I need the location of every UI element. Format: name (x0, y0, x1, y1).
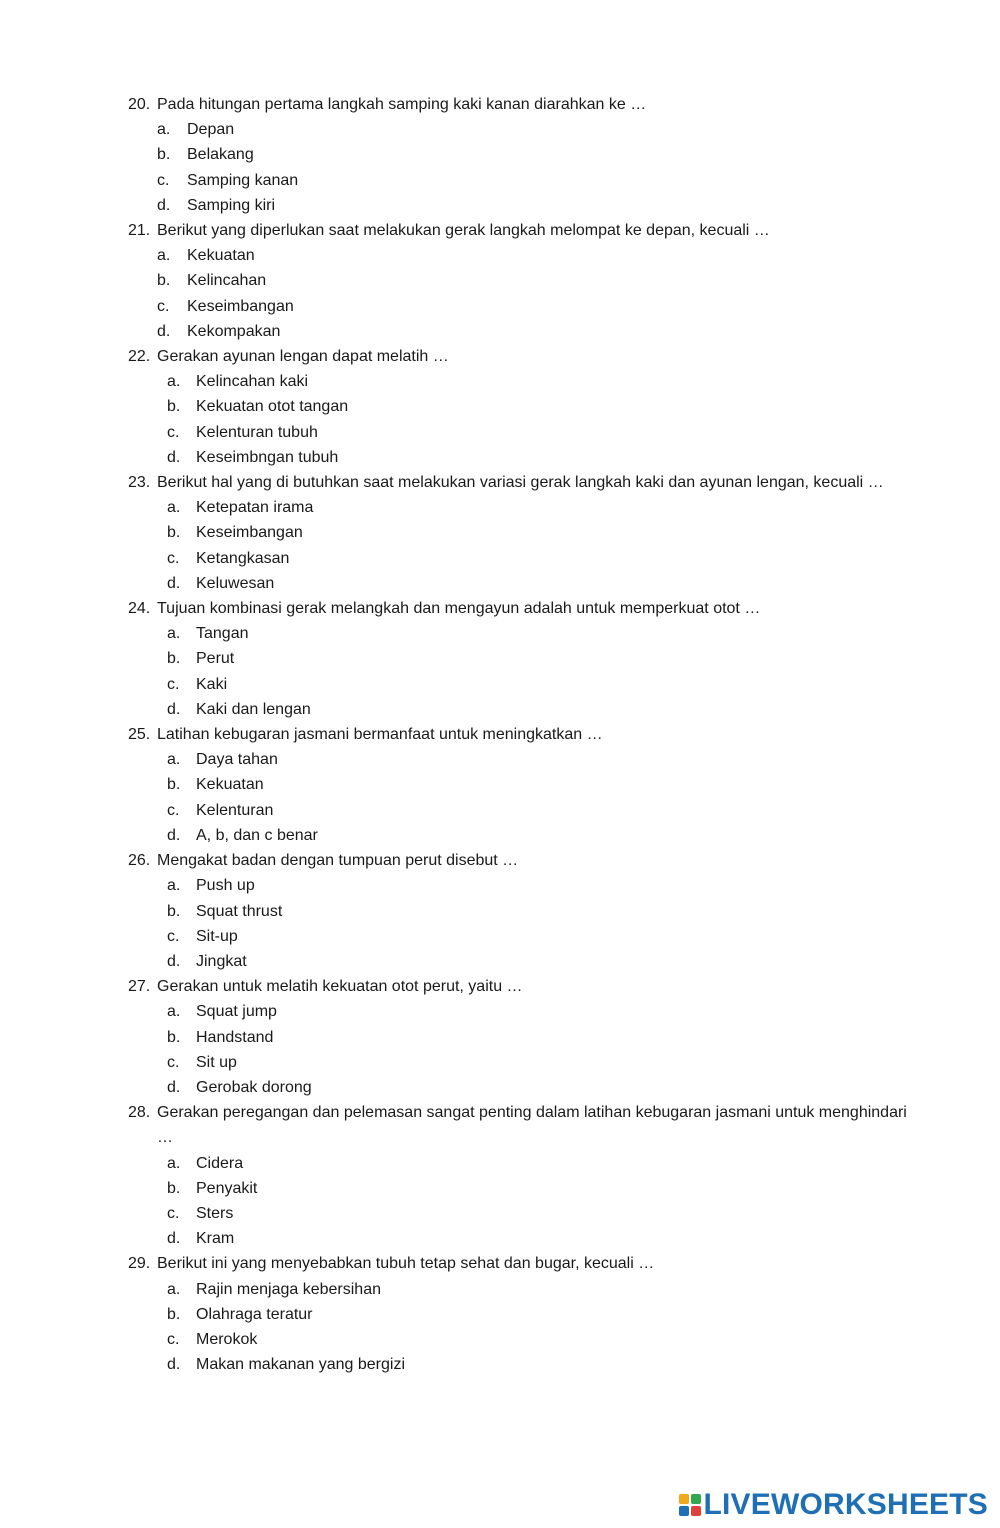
option-letter: a. (157, 121, 171, 139)
logo-square-3 (679, 1506, 689, 1516)
option-list (0, 1151, 1000, 1252)
answer-option[interactable] (0, 394, 1000, 419)
option-letter: a. (167, 877, 181, 895)
answer-option[interactable] (0, 1201, 1000, 1226)
answer-option[interactable] (0, 798, 1000, 823)
option-letter: a. (167, 1280, 181, 1298)
question-text: Gerakan peregangan dan pelemasan sangat penting dalam latihan kebugaran jasmani untuk menghindari … (157, 1104, 907, 1147)
option-text: Merokok (196, 1330, 258, 1348)
option-text: A, b, dan c benar (196, 826, 318, 844)
brand-watermark (679, 1488, 989, 1522)
option-letter: b. (167, 650, 181, 668)
question-block (0, 1251, 1000, 1377)
option-text: Olahraga teratur (196, 1305, 313, 1323)
question-text: Berikut ini yang menyebabkan tubuh tetap sehat dan bugar, kecuali … (157, 1255, 655, 1273)
option-text: Penyakit (196, 1179, 258, 1197)
answer-option[interactable] (0, 873, 1000, 898)
option-text: Tangan (196, 625, 249, 643)
option-text: Kekompakan (187, 322, 281, 340)
option-letter: b. (167, 1305, 181, 1323)
answer-option[interactable] (0, 520, 1000, 545)
option-letter: d. (167, 700, 181, 718)
question-block (0, 470, 1000, 596)
answer-option[interactable] (0, 1025, 1000, 1050)
question-block (0, 92, 1000, 218)
option-list (0, 873, 1000, 974)
option-letter: b. (167, 902, 181, 920)
option-letter: d. (167, 1356, 181, 1374)
answer-option[interactable] (0, 1352, 1000, 1377)
question (0, 218, 917, 243)
option-letter: c. (167, 1053, 180, 1071)
question-block (0, 848, 1000, 974)
option-list (0, 999, 1000, 1100)
option-letter: d. (157, 322, 171, 340)
option-text: Kekuatan otot tangan (196, 398, 349, 416)
option-text: Keluwesan (196, 574, 275, 592)
answer-option[interactable] (0, 697, 1000, 722)
option-text: Kaki dan lengan (196, 700, 311, 718)
option-letter: a. (167, 625, 181, 643)
question-number: 24. (128, 600, 151, 618)
option-list (0, 243, 1000, 344)
question-number: 23. (128, 474, 151, 492)
answer-option[interactable] (0, 772, 1000, 797)
question-block (0, 596, 1000, 722)
option-letter: c. (157, 171, 170, 189)
option-list (0, 621, 1000, 722)
option-text: Perut (196, 650, 235, 668)
question-number: 21. (128, 222, 151, 240)
answer-option[interactable] (0, 142, 1000, 167)
answer-option[interactable] (0, 168, 1000, 193)
option-text: Keseimbngan tubuh (196, 448, 339, 466)
option-list (0, 747, 1000, 848)
answer-option[interactable] (0, 268, 1000, 293)
option-text: Kelenturan tubuh (196, 423, 318, 441)
option-letter: a. (167, 1003, 181, 1021)
option-text: Push up (196, 877, 255, 895)
answer-option[interactable] (0, 294, 1000, 319)
option-text: Handstand (196, 1028, 274, 1046)
answer-option[interactable] (0, 949, 1000, 974)
question (0, 596, 917, 621)
option-letter: b. (167, 398, 181, 416)
answer-option[interactable] (0, 621, 1000, 646)
option-text: Samping kiri (187, 196, 276, 214)
question (0, 722, 917, 747)
option-letter: a. (167, 1154, 181, 1172)
answer-option[interactable] (0, 823, 1000, 848)
option-letter: d. (157, 196, 171, 214)
question (0, 470, 917, 495)
option-letter: a. (167, 373, 181, 391)
option-text: Keseimbangan (187, 297, 294, 315)
option-letter: b. (167, 776, 181, 794)
answer-option[interactable] (0, 1176, 1000, 1201)
option-list (0, 117, 1000, 218)
option-letter: a. (157, 247, 171, 265)
option-letter: b. (167, 524, 181, 542)
option-text: Ketepatan irama (196, 499, 314, 517)
option-letter: a. (167, 751, 181, 769)
option-letter: a. (167, 499, 181, 517)
option-text: Samping kanan (187, 171, 299, 189)
question-number: 28. (128, 1104, 151, 1122)
option-letter: c. (167, 801, 180, 819)
option-list (0, 495, 1000, 596)
option-text: Jingkat (196, 952, 247, 970)
option-letter: c. (167, 927, 180, 945)
logo-square-4 (691, 1506, 701, 1516)
question (0, 848, 917, 873)
question-list (0, 92, 1000, 1377)
answer-option[interactable] (0, 672, 1000, 697)
option-text: Belakang (187, 146, 254, 164)
answer-option[interactable] (0, 999, 1000, 1024)
option-letter: d. (167, 448, 181, 466)
logo-square-1 (679, 1494, 689, 1504)
question-block (0, 974, 1000, 1100)
question-number: 25. (128, 726, 151, 744)
option-list (0, 1277, 1000, 1378)
question-block (0, 1100, 1000, 1251)
answer-option[interactable] (0, 117, 1000, 142)
answer-option[interactable] (0, 747, 1000, 772)
question-text: Berikut hal yang di butuhkan saat melakukan variasi gerak langkah kaki dan ayunan lengan, kecuali … (157, 474, 884, 492)
answer-option[interactable] (0, 1050, 1000, 1075)
option-text: Squat jump (196, 1003, 277, 1021)
option-letter: d. (167, 1230, 181, 1248)
option-letter: b. (167, 1179, 181, 1197)
question (0, 1251, 917, 1276)
option-text: Daya tahan (196, 751, 278, 769)
brand-name: LIVEWORKSHEETS (703, 1488, 988, 1521)
question (0, 974, 917, 999)
option-letter: c. (167, 423, 180, 441)
question-number: 26. (128, 852, 151, 870)
answer-option[interactable] (0, 243, 1000, 268)
question-text: Latihan kebugaran jasmani bermanfaat untuk meningkatkan … (157, 726, 603, 744)
option-letter: c. (167, 675, 180, 693)
answer-option[interactable] (0, 546, 1000, 571)
answer-option[interactable] (0, 1302, 1000, 1327)
option-letter: c. (167, 1204, 180, 1222)
answer-option[interactable] (0, 924, 1000, 949)
option-text: Gerobak dorong (196, 1078, 312, 1096)
option-text: Squat thrust (196, 902, 283, 920)
option-text: Cidera (196, 1154, 244, 1172)
answer-option[interactable] (0, 1277, 1000, 1302)
question (0, 92, 917, 117)
answer-option[interactable] (0, 193, 1000, 218)
question-text: Berikut yang diperlukan saat melakukan gerak langkah melompat ke depan, kecuali … (157, 222, 770, 240)
option-text: Makan makanan yang bergizi (196, 1356, 406, 1374)
option-letter: c. (167, 549, 180, 567)
liveworksheets-logo-icon (679, 1494, 701, 1516)
option-letter: b. (167, 1028, 181, 1046)
question-number: 20. (128, 96, 151, 113)
option-letter: d. (167, 1078, 181, 1096)
question (0, 1100, 917, 1150)
question-text: Gerakan untuk melatih kekuatan otot perut, yaitu … (157, 978, 523, 996)
option-text: Kram (196, 1230, 235, 1248)
answer-option[interactable] (0, 1075, 1000, 1100)
option-text: Kekuatan (187, 247, 255, 265)
answer-option[interactable] (0, 445, 1000, 470)
option-letter: c. (167, 1330, 180, 1348)
question-text: Mengakat badan dengan tumpuan perut disebut … (157, 852, 519, 870)
option-text: Depan (187, 121, 235, 139)
option-letter: b. (157, 272, 171, 290)
option-text: Sit up (196, 1053, 237, 1071)
answer-option[interactable] (0, 646, 1000, 671)
question-number: 27. (128, 978, 151, 996)
answer-option[interactable] (0, 1327, 1000, 1352)
option-letter: b. (157, 146, 171, 164)
answer-option[interactable] (0, 1151, 1000, 1176)
question-block (0, 344, 1000, 470)
answer-option[interactable] (0, 571, 1000, 596)
option-letter: c. (157, 297, 170, 315)
answer-option[interactable] (0, 369, 1000, 394)
option-list (0, 369, 1000, 470)
option-text: Kekuatan (196, 776, 264, 794)
option-text: Kaki (196, 675, 228, 693)
answer-option[interactable] (0, 1226, 1000, 1251)
answer-option[interactable] (0, 495, 1000, 520)
option-text: Kelincahan kaki (196, 373, 309, 391)
question-text: Tujuan kombinasi gerak melangkah dan mengayun adalah untuk memperkuat otot … (157, 600, 761, 618)
question-number: 29. (128, 1255, 151, 1273)
question (0, 344, 917, 369)
option-letter: d. (167, 574, 181, 592)
option-letter: d. (167, 826, 181, 844)
answer-option[interactable] (0, 899, 1000, 924)
option-text: Rajin menjaga kebersihan (196, 1280, 381, 1298)
question-block (0, 722, 1000, 848)
question-block (0, 218, 1000, 344)
answer-option[interactable] (0, 420, 1000, 445)
answer-option[interactable] (0, 319, 1000, 344)
option-text: Keseimbangan (196, 524, 303, 542)
option-text: Sters (196, 1204, 234, 1222)
question-number: 22. (128, 348, 151, 366)
option-letter: d. (167, 952, 181, 970)
option-text: Sit-up (196, 927, 238, 945)
option-text: Kelenturan (196, 801, 274, 819)
question-text: Gerakan ayunan lengan dapat melatih … (157, 348, 449, 366)
option-text: Kelincahan (187, 272, 267, 290)
option-text: Ketangkasan (196, 549, 290, 567)
logo-square-2 (691, 1494, 701, 1504)
question-text: Pada hitungan pertama langkah samping kaki kanan diarahkan ke … (157, 96, 647, 113)
